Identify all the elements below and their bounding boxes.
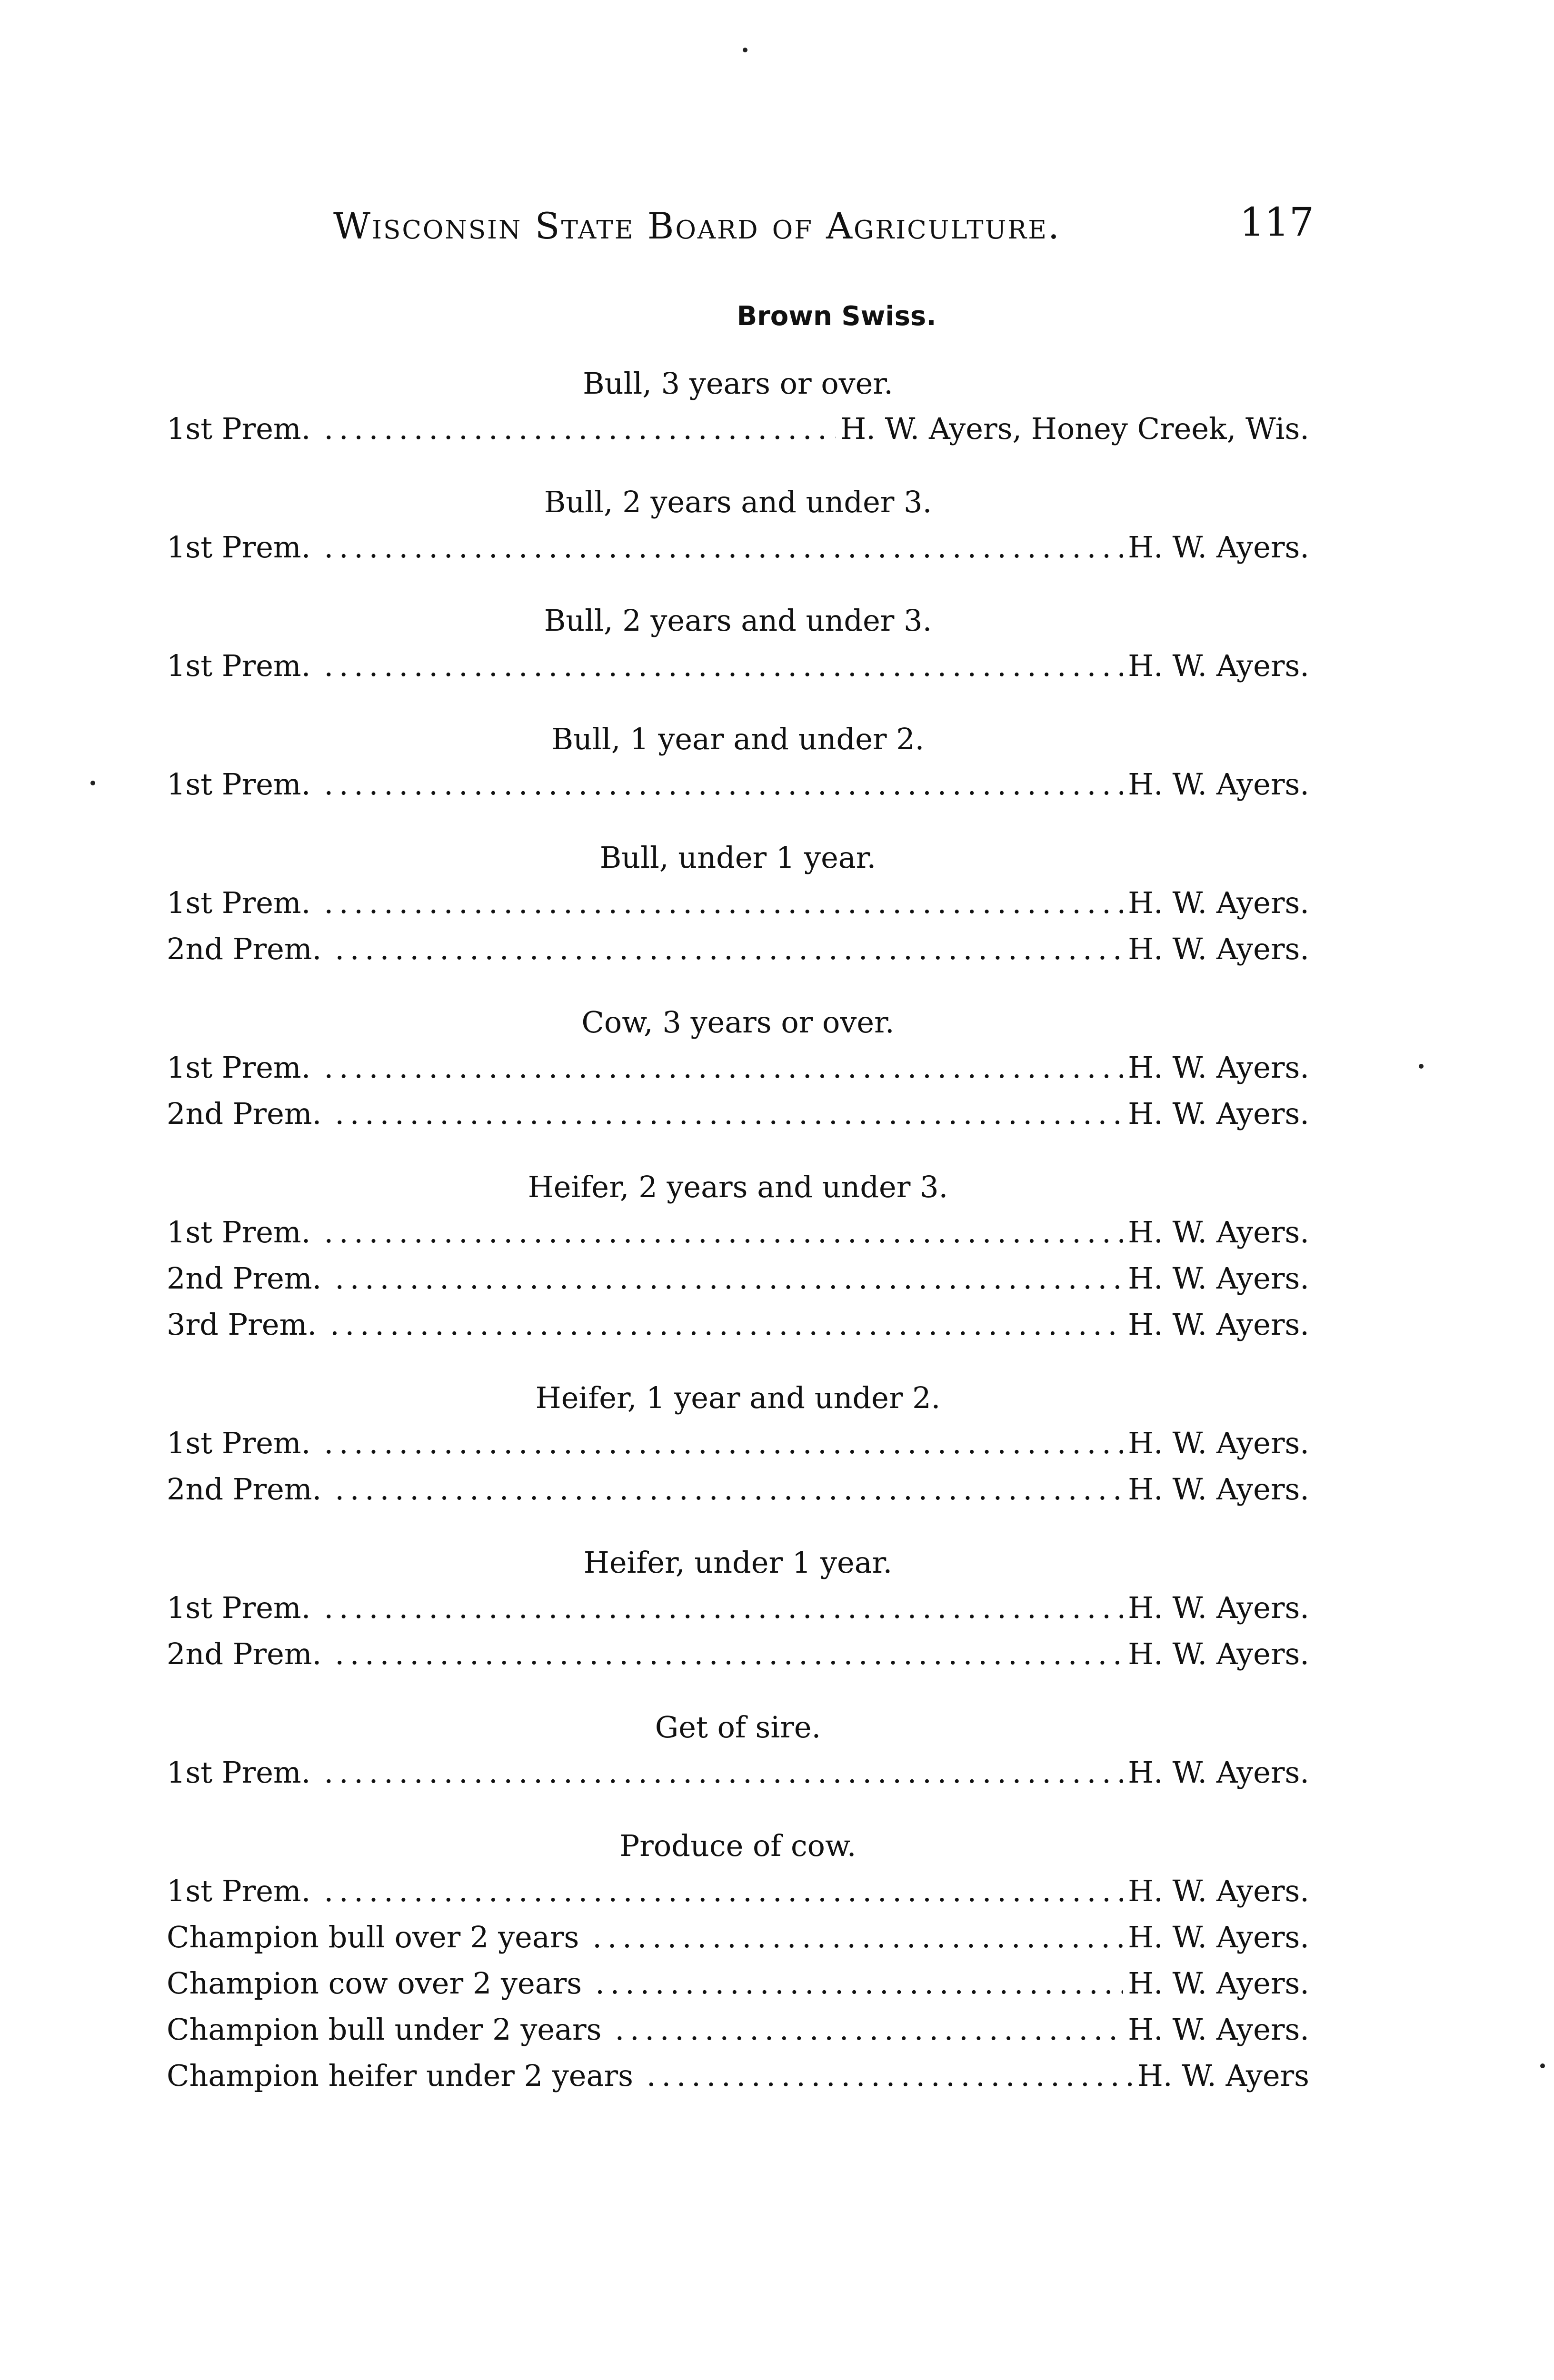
class-heading: Get of sire. [655,1710,821,1745]
winner-name: H. W. Ayers. [1128,1050,1309,1085]
dot-leader [330,1301,1123,1348]
scan-speck [90,781,95,785]
award-section [167,1824,1309,2099]
premium-label: 1st Prem. [167,648,311,683]
winner-name: H. W. Ayers. [1128,1590,1309,1625]
award-section [167,1541,1309,1677]
winner-name: H. W. Ayers. [1128,1096,1309,1131]
dot-leader [335,1466,1123,1512]
award-section [167,1706,1309,1795]
award-entry [167,406,1309,452]
premium-label: 1st Prem. [167,1426,311,1460]
winner-name: H. W. Ayers. [1128,1215,1309,1250]
premium-label: 3rd Prem. [167,1307,317,1342]
winner-name: H. W. Ayers. [1128,1966,1309,2001]
award-entry [167,1255,1309,1301]
award-entry [167,926,1309,972]
premium-label: Champion bull over 2 years [167,1920,579,1954]
award-entry [167,524,1309,570]
class-heading: Bull, 1 year and under 2. [551,722,925,756]
class-heading: Bull, 3 years or over. [583,366,893,401]
dot-leader [615,2006,1123,2053]
class-heading: Produce of cow. [619,1828,857,1863]
award-entry [167,1585,1309,1631]
premium-label: 2nd Prem. [167,1636,322,1671]
class-heading: Heifer, 2 years and under 3. [528,1170,948,1204]
dot-leader [324,1585,1123,1631]
premium-label: 1st Prem. [167,1590,311,1625]
award-entry [167,1301,1309,1348]
journal-title: Wisconsin State Board of Agriculture. [333,205,1061,247]
dot-leader [324,1044,1123,1091]
award-section [167,362,1309,452]
winner-name: H. W. Ayers [1137,2058,1309,2093]
scan-speck [1419,1064,1424,1069]
class-heading: Cow, 3 years or over. [581,1005,895,1040]
award-entry [167,1091,1309,1137]
winner-name: H. W. Ayers. [1128,1426,1309,1460]
dot-leader [324,1868,1123,1914]
winner-name: H. W. Ayers. [1128,2012,1309,2047]
class-heading: Bull, under 1 year. [599,840,877,875]
scan-speck [1540,2063,1545,2068]
dot-leader [324,1209,1123,1255]
premium-label: 1st Prem. [167,1215,311,1250]
scan-speck [743,48,747,52]
dot-leader [324,1749,1123,1795]
class-heading: Heifer, 1 year and under 2. [535,1380,941,1415]
winner-name: H. W. Ayers. [1128,648,1309,683]
winner-name: H. W. Ayers. [1128,1307,1309,1342]
dot-leader [324,880,1123,926]
winner-name: H. W. Ayers. [1128,1920,1309,1954]
premium-label: Champion heifer under 2 years [167,2058,633,2093]
premium-label: Champion bull under 2 years [167,2012,602,2047]
award-entry [167,1631,1309,1677]
class-heading: Bull, 2 years and under 3. [544,603,932,638]
premium-label: 1st Prem. [167,767,311,802]
award-section [167,836,1309,972]
award-entry [167,1914,1309,1960]
premium-label: 2nd Prem. [167,1472,322,1507]
winner-name: H. W. Ayers. [1128,885,1309,920]
award-entry [167,1466,1309,1512]
dot-leader [324,524,1123,570]
dot-leader [595,1960,1123,2006]
premium-label: 1st Prem. [167,1050,311,1085]
premium-label: 2nd Prem. [167,932,322,966]
dot-leader [647,2053,1133,2099]
dot-leader [335,1091,1123,1137]
page-number: 117 [1239,200,1314,245]
award-entry [167,1868,1309,1914]
award-entry [167,1960,1309,2006]
premium-label: 2nd Prem. [167,1096,322,1131]
winner-name: H. W. Ayers. [1128,767,1309,802]
winner-name: H. W. Ayers, Honey Creek, Wis. [840,411,1309,446]
winner-name: H. W. Ayers. [1128,1755,1309,1790]
winner-name: H. W. Ayers. [1128,932,1309,966]
class-heading: Bull, 2 years and under 3. [544,485,932,519]
award-section [167,599,1309,689]
winner-name: H. W. Ayers. [1128,1874,1309,1908]
award-entry [167,643,1309,689]
premium-label: 1st Prem. [167,1874,311,1908]
winner-name: H. W. Ayers. [1128,1472,1309,1507]
award-entry [167,1749,1309,1795]
winner-name: H. W. Ayers. [1128,1261,1309,1296]
award-section [167,480,1309,570]
winner-name: H. W. Ayers. [1128,530,1309,565]
dot-leader [324,643,1123,689]
winner-name: H. W. Ayers. [1128,1636,1309,1671]
breed-title: Brown Swiss. [737,301,936,332]
premium-list [167,362,1309,2127]
class-heading: Heifer, under 1 year. [583,1545,893,1580]
dot-leader [335,926,1123,972]
award-section [167,717,1309,807]
dot-leader [324,761,1123,807]
award-entry [167,1420,1309,1466]
premium-label: 1st Prem. [167,1755,311,1790]
award-section [167,1165,1309,1348]
award-entry [167,761,1309,807]
award-entry [167,1209,1309,1255]
award-entry [167,2053,1309,2099]
premium-label: 1st Prem. [167,411,311,446]
dot-leader [324,406,836,452]
award-section [167,1376,1309,1512]
award-section [167,1001,1309,1137]
dot-leader [335,1255,1123,1301]
premium-label: Champion cow over 2 years [167,1966,582,2001]
dot-leader [335,1631,1123,1677]
dot-leader [592,1914,1123,1960]
award-entry [167,2006,1309,2053]
premium-label: 1st Prem. [167,885,311,920]
dot-leader [324,1420,1123,1466]
award-entry [167,1044,1309,1091]
premium-label: 1st Prem. [167,530,311,565]
running-head [333,200,1314,257]
premium-label: 2nd Prem. [167,1261,322,1296]
award-entry [167,880,1309,926]
